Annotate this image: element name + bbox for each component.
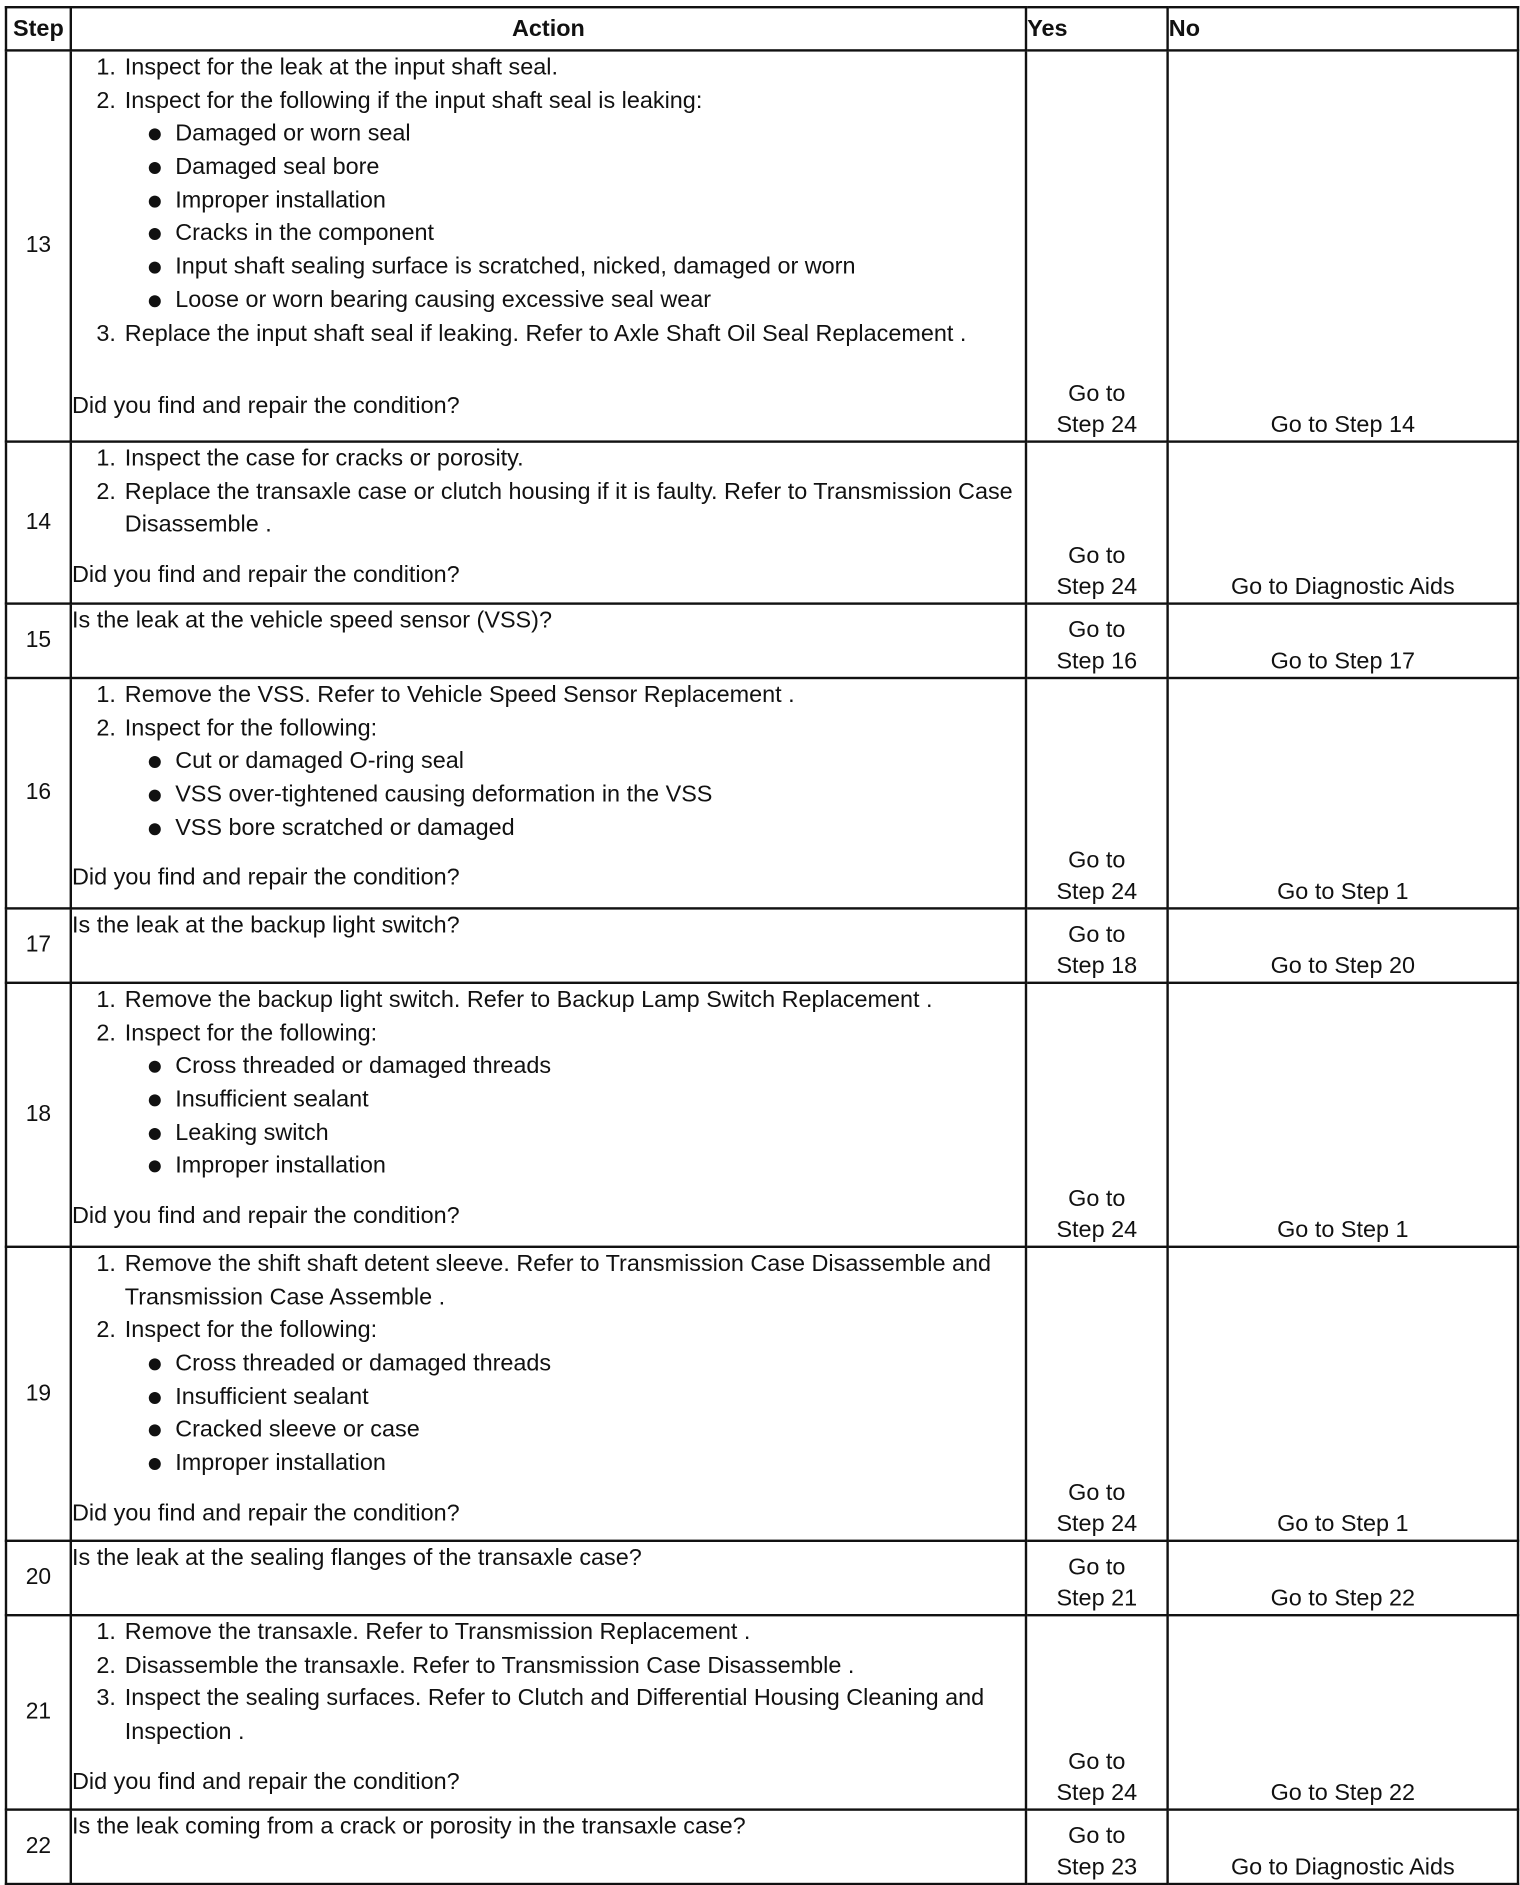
instruction-list [72, 1616, 1025, 1749]
action-cell [71, 1247, 1026, 1541]
question-text: Did you find and repair the condition? [72, 1202, 460, 1229]
question-text: Did you find and repair the condition? [72, 864, 460, 891]
yes-cell [1026, 1541, 1168, 1615]
table-row [6, 1247, 1518, 1541]
question-text: Did you find and repair the condition? [72, 392, 460, 420]
step-number-cell: 18 [6, 983, 71, 1247]
no-cell [1168, 983, 1518, 1247]
instruction-text: Disassemble the transaxle. Refer to Transmission Case Disassemble . [124, 1652, 855, 1679]
header-row [6, 7, 1518, 50]
no-step-link[interactable]: Go to Step 14 [1270, 411, 1416, 438]
bullet-item: Improper installation [149, 1150, 1025, 1183]
no-step-link[interactable]: Go to Step 22 [1270, 1584, 1416, 1612]
no-cell [1168, 604, 1518, 678]
bullet-item: Damaged or worn seal [149, 118, 1025, 151]
no-column-header: No [1168, 7, 1518, 50]
instruction-text: Remove the VSS. Refer to Vehicle Speed Sensor Replacement . [124, 681, 795, 708]
bullet-item: Cross threaded or damaged threads [149, 1050, 1025, 1083]
instruction-list [72, 52, 1025, 351]
step-column-header: Step [6, 7, 71, 50]
question-text: Did you find and repair the condition? [72, 1499, 460, 1527]
bullet-item: Improper installation [149, 1447, 1025, 1480]
no-step-link[interactable]: Go to Step 1 [1277, 1510, 1409, 1537]
bullet-item: Cross threaded or damaged threads [149, 1348, 1025, 1381]
instruction-list [72, 984, 1025, 1183]
no-step-link[interactable]: Go to Step 17 [1270, 647, 1416, 674]
instruction-item [122, 1650, 1024, 1683]
table-row [6, 1541, 1518, 1615]
step-number-cell: 16 [6, 678, 71, 908]
action-cell [71, 50, 1026, 441]
yes-step-link[interactable]: Step 18 [1056, 952, 1138, 979]
yes-goto-label: Go to [1068, 1185, 1126, 1213]
bullet-item: Cracks in the component [149, 218, 1025, 251]
instruction-item [122, 443, 1024, 476]
action-column-header: Action [71, 7, 1026, 50]
question-text: Is the leak at the backup light switch? [72, 912, 460, 939]
table-row [6, 983, 1518, 1247]
yes-cell [1026, 1810, 1168, 1884]
instruction-item [122, 317, 1024, 350]
bullet-item: VSS bore scratched or damaged [149, 812, 1025, 845]
no-step-link[interactable]: Go to Step 22 [1270, 1779, 1416, 1806]
instruction-item [122, 1683, 1024, 1749]
step-number-cell: 19 [6, 1247, 71, 1541]
yes-goto-label: Go to [1068, 542, 1126, 570]
yes-cell [1026, 442, 1168, 604]
no-step-link[interactable]: Go to Diagnostic Aids [1230, 573, 1455, 600]
table-row [6, 442, 1518, 604]
bullet-item: Leaking switch [149, 1117, 1025, 1150]
instruction-item [122, 712, 1024, 845]
no-cell [1168, 1810, 1518, 1884]
yes-goto-label: Go to [1068, 1479, 1126, 1507]
instruction-text: Remove the shift shaft detent sleeve. Refer to Transmission Case Disassemble and Transmission Case Assemble . [124, 1250, 992, 1311]
yes-step-link[interactable]: Step 24 [1056, 877, 1138, 905]
instruction-list [72, 443, 1025, 543]
instruction-item [122, 984, 1024, 1017]
bullet-list [125, 746, 1025, 846]
question-text: Did you find and repair the condition? [72, 1768, 460, 1795]
bullet-list [125, 118, 1025, 317]
instruction-text: Inspect the sealing surfaces. Refer to Clutch and Differential Housing Cleaning and Inspection . [124, 1685, 985, 1745]
yes-cell [1026, 983, 1168, 1247]
action-cell [71, 983, 1026, 1247]
instruction-item [122, 85, 1024, 318]
instruction-text: Inspect for the following if the input shaft seal is leaking: [124, 87, 703, 114]
no-cell [1168, 678, 1518, 908]
instruction-list [72, 679, 1025, 845]
no-step-link[interactable]: Go to Diagnostic Aids [1230, 1853, 1455, 1880]
question-text: Did you find and repair the condition? [72, 561, 460, 589]
question-text: Is the leak at the sealing flanges of the transaxle case? [72, 1544, 642, 1571]
instruction-text: Inspect for the following: [124, 1316, 378, 1344]
table-row [6, 50, 1518, 441]
yes-step-link[interactable]: Step 23 [1056, 1853, 1138, 1880]
bullet-item: Improper installation [149, 185, 1025, 218]
yes-goto-label: Go to [1068, 380, 1126, 408]
instruction-text: Replace the transaxle case or clutch housing if it is faulty. Refer to Transmission Case Disassemble . [124, 478, 1013, 539]
no-cell [1168, 908, 1518, 982]
yes-goto-label: Go to [1068, 1748, 1126, 1776]
no-cell [1168, 1541, 1518, 1615]
instruction-item [122, 1616, 1024, 1649]
yes-step-link[interactable]: Step 24 [1056, 1779, 1138, 1806]
bullet-list [125, 1348, 1025, 1481]
yes-cell [1026, 50, 1168, 441]
bullet-item: Input shaft sealing surface is scratched, nicked, damaged or worn [149, 251, 1025, 284]
action-cell [71, 1615, 1026, 1809]
step-number-cell: 15 [6, 604, 71, 678]
yes-cell [1026, 678, 1168, 908]
yes-step-link[interactable]: Step 24 [1056, 1216, 1138, 1243]
step-number-cell: 21 [6, 1615, 71, 1809]
bullet-item: Cut or damaged O-ring seal [149, 746, 1025, 779]
instruction-text: Inspect for the following: [124, 714, 378, 742]
instruction-text: Remove the transaxle. Refer to Transmission Replacement . [124, 1618, 751, 1646]
action-cell [71, 604, 1026, 678]
table-row [6, 604, 1518, 678]
instruction-text: Remove the backup light switch. Refer to Backup Lamp Switch Replacement . [124, 986, 933, 1013]
instruction-text: Inspect for the following: [124, 1019, 378, 1047]
bullet-item: Insufficient sealant [149, 1381, 1025, 1414]
instruction-item [122, 1017, 1024, 1183]
yes-step-link[interactable]: Step 16 [1056, 647, 1138, 674]
diagnostic-table [5, 6, 1519, 1885]
action-cell [71, 1810, 1026, 1884]
no-step-link[interactable]: Go to Step 1 [1277, 877, 1409, 905]
instruction-text: Inspect the case for cracks or porosity. [124, 445, 524, 472]
table-row [6, 678, 1518, 908]
yes-cell [1026, 1615, 1168, 1809]
yes-step-link[interactable]: Step 24 [1056, 573, 1138, 600]
yes-cell [1026, 908, 1168, 982]
yes-goto-label: Go to [1068, 1823, 1126, 1850]
action-cell [71, 1541, 1026, 1615]
no-cell [1168, 442, 1518, 604]
no-cell [1168, 1615, 1518, 1809]
instruction-item [122, 679, 1024, 712]
question-text: Is the leak coming from a crack or porosity in the transaxle case? [72, 1813, 746, 1840]
instruction-list [72, 1248, 1025, 1481]
action-cell [71, 678, 1026, 908]
bullet-list [125, 1050, 1025, 1183]
bullet-item: Damaged seal bore [149, 151, 1025, 184]
action-cell [71, 442, 1026, 604]
instruction-item [122, 476, 1024, 542]
bullet-item: Loose or worn bearing causing excessive seal wear [149, 284, 1025, 317]
step-number-cell: 17 [6, 908, 71, 982]
bullet-item: VSS over-tightened causing deformation in the VSS [149, 779, 1025, 812]
step-number-cell: 14 [6, 442, 71, 604]
no-cell [1168, 1247, 1518, 1541]
instruction-item [122, 1248, 1024, 1314]
no-step-link[interactable]: Go to Step 1 [1277, 1216, 1409, 1243]
step-number-cell: 22 [6, 1810, 71, 1884]
step-number-cell: 13 [6, 50, 71, 441]
bullet-item: Cracked sleeve or case [149, 1414, 1025, 1447]
yes-goto-label: Go to [1068, 1554, 1126, 1581]
no-cell [1168, 50, 1518, 441]
table-row [6, 908, 1518, 982]
table-row [6, 1810, 1518, 1884]
yes-column-header: Yes [1026, 7, 1168, 50]
no-step-link[interactable]: Go to Step 20 [1270, 952, 1416, 979]
yes-goto-label: Go to [1068, 847, 1126, 874]
bullet-item: Insufficient sealant [149, 1084, 1025, 1117]
table-row [6, 1615, 1518, 1809]
instruction-item [122, 52, 1024, 85]
yes-cell [1026, 1247, 1168, 1541]
instruction-text: Inspect for the leak at the input shaft seal. [124, 54, 558, 81]
instruction-text: Replace the input shaft seal if leaking. Refer to Axle Shaft Oil Seal Replacement . [124, 319, 967, 347]
yes-cell [1026, 604, 1168, 678]
question-text: Is the leak at the vehicle speed sensor (VSS)? [72, 607, 552, 634]
action-cell [71, 908, 1026, 982]
yes-step-link[interactable]: Step 21 [1056, 1584, 1138, 1612]
instruction-item [122, 1314, 1024, 1480]
yes-goto-label: Go to [1068, 617, 1126, 644]
yes-step-link[interactable]: Step 24 [1056, 1510, 1138, 1537]
yes-goto-label: Go to [1068, 921, 1126, 949]
step-number-cell: 20 [6, 1541, 71, 1615]
yes-step-link[interactable]: Step 24 [1056, 411, 1138, 438]
